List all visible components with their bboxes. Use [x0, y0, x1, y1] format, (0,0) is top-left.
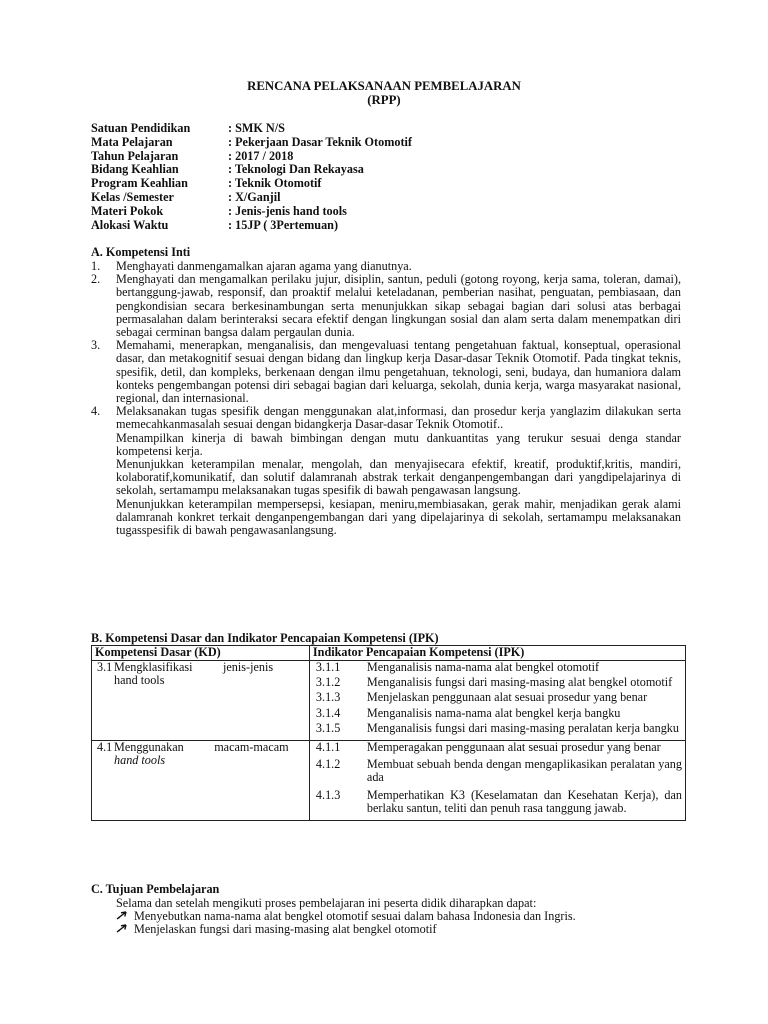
identity-value: : Teknik Otomotif [228, 176, 322, 191]
ipk-item [313, 741, 682, 754]
list-item-text: Menghayati dan mengamalkan perilaku jujur, disiplin, santun, peduli (gotong royong, kerja sama, toleran, damai), bertanggung-jawab, responsif, dan proaktif melalui keteladanan, pemberian nasihat, penguatan, pembiasaan, dan pengkondisian secara berkesinambungan serta menunjukkan sikap sebagai bagian dari solusi atas berbagai permasalahan dalam berinteraksi secara efektif dengan lingkungan sosial dan alam serta dalam menempatkan diri sebagai cerminan bangsa dalam pergaulan dunia. [116, 272, 681, 340]
kd-text-cont: hand tools [114, 673, 165, 688]
tujuan-block [116, 897, 686, 937]
identity-value: : Pekerjaan Dasar Teknik Otomotif [228, 134, 412, 149]
kd-text: Menggunakan macam-macam [114, 740, 289, 755]
ipk-item [313, 789, 682, 815]
kd-number: 4.1 [97, 740, 113, 755]
ipk-text: Membuat sebuah benda dengan mengaplikasikan peralatan yang ada [366, 757, 682, 785]
tujuan-item-text: Menjelaskan fungsi dari masing-masing alat bengkel otomotif [134, 922, 437, 937]
arrow-bullet-icon [116, 910, 128, 923]
ipk-number: 3.1.1 [315, 660, 341, 674]
list-item-text: Menghayati danmengamalkan ajaran agama yang dianutnya. [116, 259, 412, 273]
identity-row [91, 136, 412, 150]
identity-row [91, 205, 412, 219]
list-item [91, 273, 681, 339]
ipk-number: 3.1.4 [315, 705, 341, 720]
identity-value: : 2017 / 2018 [228, 148, 294, 163]
ipk-number: 4.1.3 [315, 787, 341, 802]
list-item-number: 1. [91, 259, 101, 273]
list-item [91, 405, 681, 431]
paragraph: Menampilkan kinerja di bawah bimbingan dengan mutu dankuantitas yang terukur sesuai denga standar kompetensi kerja. [116, 430, 681, 458]
arrow-bullet-icon [116, 923, 128, 936]
ipk-text: Menjelaskan penggunaan alat sesuai prosedur yang benar [366, 690, 648, 705]
identity-value: : Teknologi Dan Rekayasa [228, 162, 364, 177]
ipk-text: Menganalisis fungsi dari masing-masing peralatan kerja bangku [366, 720, 679, 735]
ipk-item [313, 676, 682, 689]
paragraph: Menunjukkan keterampilan mempersepsi, kesiapan, meniru,membiasakan, gerak mahir, menjadikan gerak alami dalamranah konkret terkait denganpengembangan dari yang dipelajarinya di sekolah, sertamampu melaksanakan tugasspesifik di bawah pengawasanlangsung. [116, 496, 681, 538]
table-header-row [92, 646, 686, 661]
kd-ipk-table [91, 645, 686, 821]
ipk-number: 3.1.2 [315, 675, 341, 690]
ipk-number: 3.1.5 [315, 720, 341, 735]
identity-value: : SMK N/S [228, 121, 285, 135]
identity-block [91, 122, 412, 232]
identity-label: Satuan Pendidikan [91, 121, 191, 135]
ipk-item [313, 758, 682, 784]
identity-value: : 15JP ( 3Pertemuan) [228, 217, 338, 232]
kd-cell [92, 661, 310, 741]
ipk-item [313, 707, 682, 720]
ipk-cell [309, 661, 685, 741]
list-item-number: 4. [91, 404, 101, 419]
ipk-item [313, 661, 682, 674]
ipk-number: 4.1.2 [315, 757, 341, 772]
list-item-number: 3. [91, 338, 101, 353]
identity-row [91, 177, 412, 191]
kd-text-cont: hand tools [114, 753, 166, 768]
ipk-cell [309, 741, 685, 821]
list-item-text: Memahami, menerapkan, menganalisis, dan mengevaluasi tentang pengetahuan faktual, konseptual, operasional dasar, dan metakognitif sesuai dengan bidang dan lingkup kerja Dasar-dasar Teknik Otomotif. Pada tingkat teknis, spesifik, detil, dan kompleks, berkenaan dengan ilmu pengetahuan, teknologi, seni, budaya, dan humaniora dalam konteks pengembangan potensi diri sebagai bagian dari keluarga, sekolah, dunia kerja, warga masyarakat nasional, regional, dan internasional. [116, 338, 681, 406]
document-subtitle: (RPP) [367, 93, 401, 107]
document-title: RENCANA PELAKSANAAN PEMBELAJARAN [247, 79, 521, 93]
ipk-item [313, 691, 682, 704]
section-b-heading: B. Kompetensi Dasar dan Indikator Pencapaian Kompetensi (IPK) [91, 631, 439, 645]
ipk-text: Memperagakan penggunaan alat sesuai prosedur yang benar [366, 740, 661, 755]
identity-value: : Jenis-jenis hand tools [228, 203, 347, 218]
identity-label: Mata Pelajaran [91, 134, 173, 149]
identity-row [91, 150, 412, 164]
ipk-text: Menganalisis nama-nama alat bengkel kerja bangku [366, 705, 621, 720]
tujuan-intro: Selama dan setelah mengikuti proses pembelajaran ini peserta didik diharapkan dapat: [116, 896, 537, 910]
ipk-text: Menganalisis nama-nama alat bengkel otomotif [366, 660, 600, 674]
identity-label: Program Keahlian [91, 176, 188, 191]
ipk-text: Menganalisis fungsi dari masing-masing alat bengkel otomotif [366, 675, 673, 690]
kompetensi-inti-list [91, 260, 681, 537]
list-item-number: 2. [91, 272, 101, 287]
column-header-ipk: Indikator Pencapaian Kompetensi (IPK) [309, 646, 685, 661]
identity-label: Tahun Pelajaran [91, 148, 179, 163]
kd-text: Mengklasifikasi jenis-jenis [114, 660, 274, 674]
list-item [91, 339, 681, 405]
kd-number: 3.1 [97, 660, 113, 674]
identity-row [91, 163, 412, 177]
ipk-text: Memperhatikan K3 (Keselamatan dan Kesehatan Kerja), dan berlaku santun, teliti dan penuh rasa tanggung jawab. [366, 787, 682, 815]
list-item-text: Melaksanakan tugas spesifik dengan menggunakan alat,informasi, dan prosedur kerja yanglazim dilakukan serta memecahkanmasalah sesuai dengan bidangkerja Dasar-dasar Teknik Otomotif.. [116, 404, 681, 432]
tujuan-item-text: Menyebutkan nama-nama alat bengkel otomotif sesuai dalam bahasa Indonesia dan Ingris. [134, 909, 576, 924]
ipk-number: 3.1.3 [315, 690, 341, 705]
section-c-heading: C. Tujuan Pembelajaran [91, 882, 220, 896]
identity-label: Kelas /Semester [91, 189, 174, 204]
identity-label: Bidang Keahlian [91, 162, 179, 177]
kd-cell [92, 741, 310, 821]
identity-row [91, 122, 412, 136]
section-a-heading: A. Kompetensi Inti [91, 245, 191, 259]
identity-label: Materi Pokok [91, 203, 164, 218]
column-header-kd: Kompetensi Dasar (KD) [92, 646, 310, 661]
identity-row [91, 219, 412, 233]
list-item [116, 923, 686, 936]
identity-row [91, 191, 412, 205]
table-row [92, 741, 686, 821]
identity-value: : X/Ganjil [228, 189, 281, 204]
ipk-item [313, 722, 682, 735]
paragraph: Menunjukkan keterampilan menalar, mengolah, dan menyajisecara efektif, kreatif, produktif,kritis, mandiri, kolaboratif,komunikatif, dan solutif dalamranah abstrak terkait denganpengembangan dari yangdipelajarinya di sekolah, sertamampu melaksanakan tugas spesifik di bawah pengawasan langsung. [116, 457, 681, 498]
identity-label: Alokasi Waktu [91, 217, 169, 232]
table-row [92, 661, 686, 741]
ipk-number: 4.1.1 [315, 740, 341, 755]
